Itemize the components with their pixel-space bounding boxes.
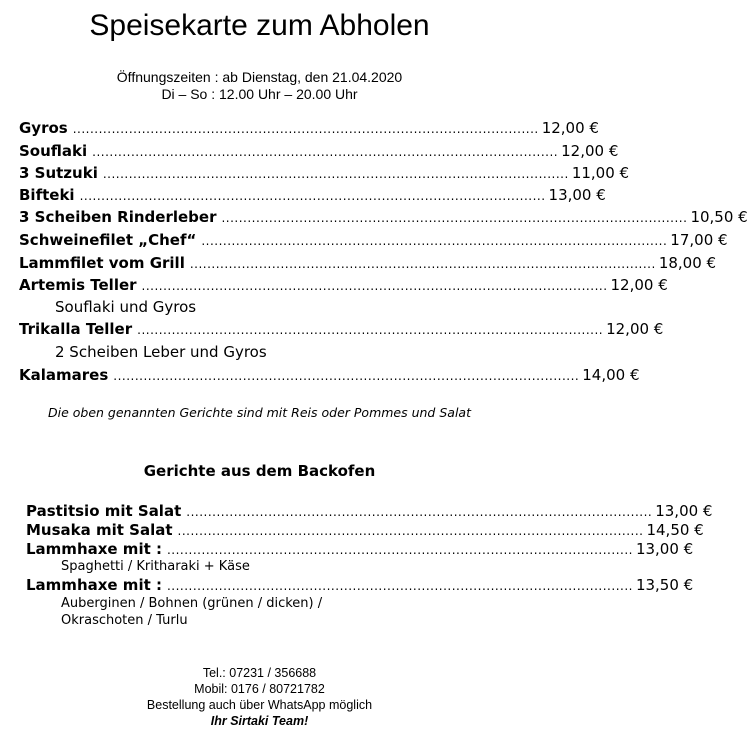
menu-item-price: 17,00 € [670, 231, 728, 249]
opening-days-line: Di – So : 12.00 Uhr – 20.00 Uhr [161, 86, 358, 102]
oven-item [26, 502, 713, 520]
team-signature: Ihr Sirtaki Team! [210, 714, 309, 728]
oven-item-price: 13,00 € [635, 540, 694, 558]
menu-item [19, 276, 668, 294]
menu-item-price: 12,00 € [606, 320, 664, 338]
menu-item [19, 186, 606, 204]
menu-item-price: 14,00 € [582, 366, 640, 384]
menu-item-price: 18,00 € [658, 254, 717, 272]
menu-item-name: Kalamares [19, 366, 109, 384]
oven-item-description: Auberginen / Bohnen (grünen / dicken) / [61, 596, 323, 611]
menu-item [19, 366, 640, 384]
menu-item [19, 254, 717, 272]
menu-item-price: 11,00 € [571, 164, 630, 182]
page-title: Speisekarte zum Abholen [89, 9, 430, 42]
menu-item-name: Souflaki [19, 142, 88, 160]
dot-leader: ............................................................................................................ [102, 167, 569, 181]
menu-item [19, 208, 748, 226]
dot-leader: ............................................................................................................ [141, 279, 608, 293]
menu-item-name: 3 Sutzuki [19, 164, 98, 182]
menu-item [19, 142, 619, 160]
dot-leader: ............................................................................................................ [166, 579, 633, 593]
mobile-number: Mobil: 0176 / 80721782 [194, 682, 325, 696]
oven-item-price: 14,50 € [646, 521, 704, 539]
oven-item-name: Lammhaxe mit : [26, 576, 162, 594]
menu-item-description: Souflaki und Gyros [55, 298, 197, 316]
dot-leader: ............................................................................................................ [72, 122, 539, 136]
dot-leader: ............................................................................................................ [166, 543, 633, 557]
whatsapp-note: Bestellung auch über WhatsApp möglich [146, 698, 373, 712]
dot-leader: ............................................................................................................ [137, 323, 604, 337]
oven-item-name: Pastitsio mit Salat [26, 502, 182, 520]
menu-item-name: Gyros [19, 119, 68, 137]
section-heading: Gerichte aus dem Backofen [143, 462, 376, 480]
dot-leader: ............................................................................................................ [79, 189, 546, 203]
menu-item [19, 164, 630, 182]
oven-item-description: Spaghetti / Kritharaki + Käse [61, 559, 250, 574]
dot-leader: ............................................................................................................ [189, 257, 656, 271]
dot-leader: ............................................................................................................ [113, 369, 580, 383]
menu-item [19, 231, 728, 249]
menu-item-price: 12,00 € [561, 142, 619, 160]
menu-item-price: 13,00 € [548, 186, 606, 204]
menu-item-name: Trikalla Teller [19, 320, 133, 338]
dot-leader: ............................................................................................................ [92, 145, 559, 159]
menu-item-description: 2 Scheiben Leber und Gyros [55, 343, 267, 361]
menu-item-name: Schweinefilet „Chef“ [19, 231, 197, 249]
oven-item-price: 13,50 € [635, 576, 694, 594]
menu-item-price: 10,50 € [690, 208, 748, 226]
oven-item [26, 576, 694, 594]
oven-item-price: 13,00 € [655, 502, 713, 520]
menu-item [19, 119, 599, 137]
dot-leader: ............................................................................................................ [221, 211, 688, 225]
menu-item-price: 12,00 € [610, 276, 668, 294]
dot-leader: ............................................................................................................ [177, 524, 644, 538]
menu-item-name: Artemis Teller [19, 276, 137, 294]
side-dish-note: Die oben genannten Gerichte sind mit Reis oder Pommes und Salat [48, 405, 471, 420]
opening-hours-line: Öffnungszeiten : ab Dienstag, den 21.04.2020 [116, 69, 403, 85]
menu-item-name: Bifteki [19, 186, 75, 204]
phone-number: Tel.: 07231 / 356688 [202, 666, 317, 680]
menu-item [19, 320, 664, 338]
menu-item-name: 3 Scheiben Rinderleber [19, 208, 217, 226]
dot-leader: ............................................................................................................ [186, 505, 653, 519]
oven-item-description: Okraschoten / Turlu [61, 613, 188, 628]
dot-leader: ............................................................................................................ [201, 234, 668, 248]
menu-item-price: 12,00 € [541, 119, 599, 137]
oven-item [26, 540, 694, 558]
oven-item-name: Musaka mit Salat [26, 521, 173, 539]
oven-item [26, 521, 704, 539]
menu-item-name: Lammfilet vom Grill [19, 254, 185, 272]
oven-item-name: Lammhaxe mit : [26, 540, 162, 558]
